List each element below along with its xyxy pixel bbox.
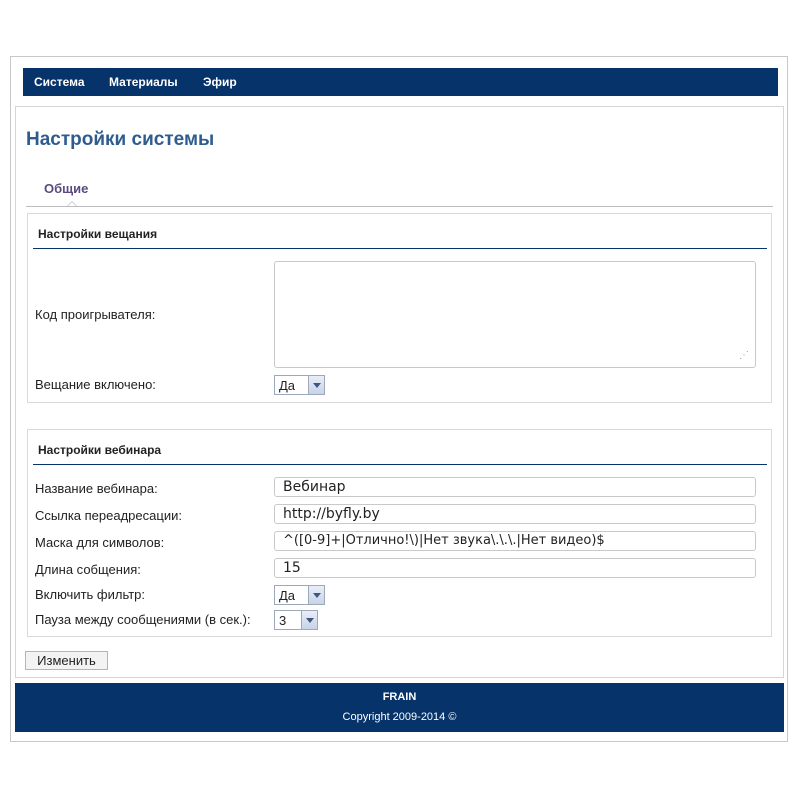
page-title: Настройки системы [26, 129, 215, 150]
webinar-name-input[interactable]: Вебинар [274, 477, 756, 497]
enable-filter-label: Включить фильтр: [35, 587, 146, 602]
select-value: Да [279, 378, 296, 393]
nav-item-system[interactable]: Система [34, 75, 85, 89]
message-length-label: Длина собщения: [35, 562, 141, 577]
player-code-label: Код проигрывателя: [35, 307, 156, 322]
broadcast-enabled-label: Вещание включено: [35, 377, 156, 392]
active-tab-indicator [67, 201, 77, 206]
nav-item-materials[interactable]: Материалы [109, 75, 178, 89]
section-divider [33, 464, 767, 465]
submit-button[interactable]: Изменить [25, 651, 108, 670]
select-value: 3 [279, 613, 287, 628]
section-title: Настройки вебинара [38, 443, 162, 457]
footer [15, 683, 784, 732]
select-value: Да [279, 588, 296, 603]
char-mask-label: Маска для символов: [35, 535, 165, 550]
tab-divider [26, 206, 773, 207]
chevron-down-icon[interactable] [308, 586, 324, 604]
broadcast-enabled-select[interactable] [274, 375, 325, 395]
tab-general[interactable]: Общие [44, 181, 89, 196]
redirect-link-label: Ссылка переадресации: [35, 508, 182, 523]
message-length-input[interactable]: 15 [274, 558, 756, 578]
message-pause-label: Пауза между сообщениями (в сек.): [35, 612, 251, 627]
chevron-down-icon[interactable] [308, 376, 324, 394]
char-mask-input[interactable]: ^([0-9]+|Отлично!\)|Нет звука\.\.\.|Нет видео)$ [274, 531, 756, 551]
footer-copyright: Copyright 2009-2014 © [342, 711, 457, 723]
message-pause-select[interactable] [274, 610, 318, 630]
resize-grip-icon[interactable]: ⋰ [739, 350, 749, 361]
player-code-textarea[interactable] [274, 261, 756, 368]
top-nav [23, 68, 778, 96]
enable-filter-select[interactable] [274, 585, 325, 605]
section-title: Настройки вещания [38, 227, 158, 241]
redirect-link-input[interactable]: http://byfly.by [274, 504, 756, 524]
webinar-name-label: Название вебинара: [35, 481, 158, 496]
nav-item-broadcast[interactable]: Эфир [203, 75, 237, 89]
footer-brand: FRAIN [382, 691, 417, 703]
section-divider [33, 248, 767, 249]
chevron-down-icon[interactable] [301, 611, 317, 629]
